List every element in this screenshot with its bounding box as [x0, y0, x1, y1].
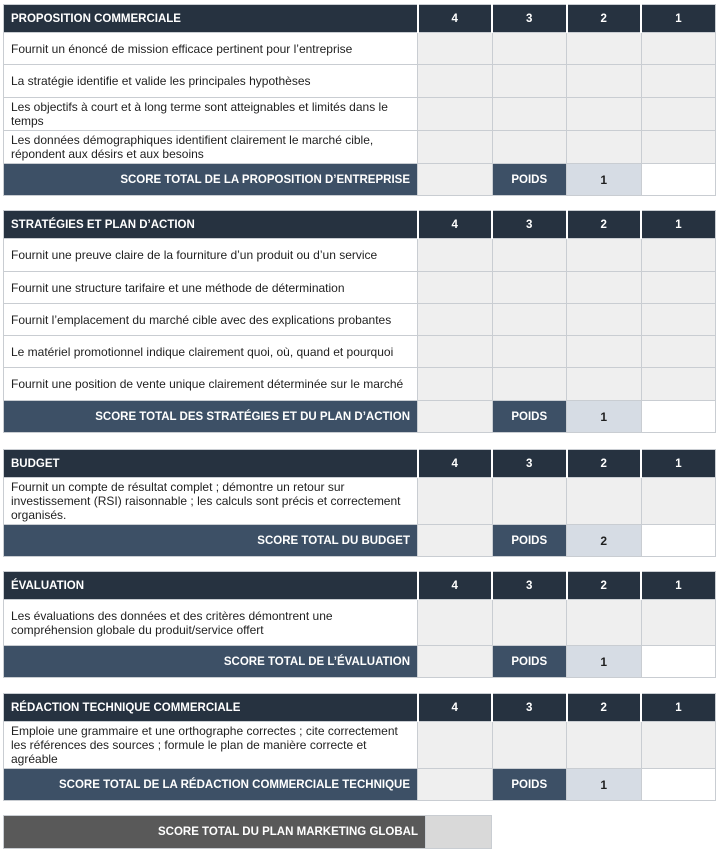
score-cell-4[interactable] — [418, 368, 493, 401]
criterion-row — [4, 33, 716, 65]
score-cell-1[interactable] — [641, 722, 716, 769]
section-title: ÉVALUATION — [4, 572, 418, 600]
criterion-text: Fournit un compte de résultat complet ; démontre un retour sur investissement (RSI) raisonnable ; les calculs sont précis et correctement organisés. — [4, 478, 418, 525]
rubric-section-proposition — [3, 4, 716, 196]
section-header — [4, 5, 716, 33]
score-column-3: 3 — [492, 211, 567, 239]
criterion-row — [4, 98, 716, 131]
section-title: BUDGET — [4, 450, 418, 478]
score-cell-2[interactable] — [567, 304, 642, 336]
score-cell-4[interactable] — [418, 722, 493, 769]
score-cell-4[interactable] — [418, 131, 493, 164]
score-cell-2[interactable] — [567, 478, 642, 525]
section-title: RÉDACTION TECHNIQUE COMMERCIALE — [4, 694, 418, 722]
weight-label: POIDS — [492, 164, 567, 196]
score-column-2: 2 — [567, 450, 642, 478]
criterion-text: Emploie une grammaire et une orthographe correctes ; cite correctement les références des sources ; formule le plan de manière correcte et agréable — [4, 722, 418, 769]
weight-label: POIDS — [492, 646, 567, 678]
score-column-2: 2 — [567, 211, 642, 239]
score-cell-2[interactable] — [567, 131, 642, 164]
criterion-text: La stratégie identifie et valide les principales hypothèses — [4, 65, 418, 98]
weighted-score-cell[interactable] — [641, 646, 716, 678]
section-header — [4, 694, 716, 722]
section-total-label: SCORE TOTAL DU BUDGET — [4, 525, 418, 557]
score-column-2: 2 — [567, 5, 642, 33]
criterion-text: Fournit un énoncé de mission efficace pertinent pour l’entreprise — [4, 33, 418, 65]
score-cell-3[interactable] — [492, 272, 567, 304]
score-cell-2[interactable] — [567, 336, 642, 368]
score-cell-2[interactable] — [567, 65, 642, 98]
rubric-section-budget — [3, 449, 716, 557]
score-cell-3[interactable] — [492, 304, 567, 336]
score-column-3: 3 — [492, 572, 567, 600]
score-cell-4[interactable] — [418, 272, 493, 304]
score-cell-2[interactable] — [567, 272, 642, 304]
score-cell-3[interactable] — [492, 98, 567, 131]
section-total-score[interactable] — [418, 401, 493, 433]
grand-total — [3, 815, 492, 849]
score-cell-3[interactable] — [492, 336, 567, 368]
score-cell-4[interactable] — [418, 98, 493, 131]
section-header — [4, 211, 716, 239]
section-total-row — [4, 769, 716, 801]
weight-value: 1 — [567, 646, 642, 678]
criterion-text: Fournit l’emplacement du marché cible avec des explications probantes — [4, 304, 418, 336]
section-title: STRATÉGIES ET PLAN D’ACTION — [4, 211, 418, 239]
section-total-score[interactable] — [418, 164, 493, 196]
section-total-score[interactable] — [418, 525, 493, 557]
score-cell-3[interactable] — [492, 478, 567, 525]
section-total-label: SCORE TOTAL DE LA PROPOSITION D’ENTREPRISE — [4, 164, 418, 196]
criterion-row — [4, 131, 716, 164]
criterion-row — [4, 304, 716, 336]
criterion-text: Les données démographiques identifient clairement le marché cible, répondent aux désirs et aux besoins — [4, 131, 418, 164]
section-total-label: SCORE TOTAL DE L’ÉVALUATION — [4, 646, 418, 678]
score-cell-3[interactable] — [492, 722, 567, 769]
grand-total-row — [4, 816, 492, 849]
weight-value: 2 — [567, 525, 642, 557]
score-cell-3[interactable] — [492, 600, 567, 646]
score-cell-4[interactable] — [418, 304, 493, 336]
section-total-row — [4, 525, 716, 557]
weight-value: 1 — [567, 164, 642, 196]
score-cell-3[interactable] — [492, 368, 567, 401]
weight-label: POIDS — [492, 769, 567, 801]
criterion-row — [4, 239, 716, 272]
score-column-4: 4 — [418, 572, 493, 600]
criterion-row — [4, 336, 716, 368]
score-cell-2[interactable] — [567, 33, 642, 65]
score-column-3: 3 — [492, 694, 567, 722]
score-cell-2[interactable] — [567, 722, 642, 769]
score-column-1: 1 — [641, 450, 716, 478]
score-cell-1[interactable] — [641, 336, 716, 368]
score-column-1: 1 — [641, 211, 716, 239]
weight-value: 1 — [567, 769, 642, 801]
score-column-4: 4 — [418, 211, 493, 239]
rubric-section-evaluation — [3, 571, 716, 678]
score-cell-2[interactable] — [567, 368, 642, 401]
criterion-text: Le matériel promotionnel indique clairement quoi, où, quand et pourquoi — [4, 336, 418, 368]
score-cell-2[interactable] — [567, 600, 642, 646]
weighted-score-cell[interactable] — [641, 769, 716, 801]
criterion-row — [4, 600, 716, 646]
score-column-4: 4 — [418, 694, 493, 722]
criterion-row — [4, 722, 716, 769]
score-cell-3[interactable] — [492, 131, 567, 164]
criterion-row — [4, 272, 716, 304]
score-column-3: 3 — [492, 450, 567, 478]
score-cell-4[interactable] — [418, 65, 493, 98]
section-title: PROPOSITION COMMERCIALE — [4, 5, 418, 33]
score-column-1: 1 — [641, 572, 716, 600]
score-cell-4[interactable] — [418, 33, 493, 65]
score-column-2: 2 — [567, 572, 642, 600]
score-cell-3[interactable] — [492, 33, 567, 65]
rubric-section-strategies — [3, 210, 716, 433]
weight-value: 1 — [567, 401, 642, 433]
score-cell-1[interactable] — [641, 478, 716, 525]
score-cell-1[interactable] — [641, 272, 716, 304]
weighted-score-cell[interactable] — [641, 401, 716, 433]
score-cell-1[interactable] — [641, 33, 716, 65]
score-column-1: 1 — [641, 5, 716, 33]
score-column-4: 4 — [418, 450, 493, 478]
score-cell-3[interactable] — [492, 239, 567, 272]
section-total-label: SCORE TOTAL DE LA RÉDACTION COMMERCIALE TECHNIQUE — [4, 769, 418, 801]
score-cell-3[interactable] — [492, 65, 567, 98]
weighted-score-cell[interactable] — [641, 525, 716, 557]
score-cell-4[interactable] — [418, 336, 493, 368]
rubric-section-redaction — [3, 693, 716, 801]
section-header — [4, 572, 716, 600]
section-header — [4, 450, 716, 478]
score-column-4: 4 — [418, 5, 493, 33]
score-cell-4[interactable] — [418, 478, 493, 525]
score-cell-4[interactable] — [418, 600, 493, 646]
section-total-row — [4, 401, 716, 433]
score-cell-1[interactable] — [641, 98, 716, 131]
section-total-row — [4, 646, 716, 678]
score-cell-1[interactable] — [641, 600, 716, 646]
weight-label: POIDS — [492, 525, 567, 557]
weighted-score-cell[interactable] — [641, 164, 716, 196]
score-column-2: 2 — [567, 694, 642, 722]
score-cell-2[interactable] — [567, 98, 642, 131]
score-cell-4[interactable] — [418, 239, 493, 272]
criterion-row — [4, 65, 716, 98]
score-cell-1[interactable] — [641, 304, 716, 336]
weight-label: POIDS — [492, 401, 567, 433]
grand-total-score[interactable] — [426, 816, 492, 849]
score-cell-1[interactable] — [641, 131, 716, 164]
criterion-text: Les objectifs à court et à long terme sont atteignables et limités dans le temps — [4, 98, 418, 131]
criterion-row — [4, 478, 716, 525]
score-cell-1[interactable] — [641, 65, 716, 98]
section-total-label: SCORE TOTAL DES STRATÉGIES ET DU PLAN D’ACTION — [4, 401, 418, 433]
criterion-text: Fournit une position de vente unique clairement déterminée sur le marché — [4, 368, 418, 401]
criterion-text: Fournit une structure tarifaire et une méthode de détermination — [4, 272, 418, 304]
criterion-text: Les évaluations des données et des critères démontrent une compréhension globale du produit/service offert — [4, 600, 418, 646]
grand-total-label: SCORE TOTAL DU PLAN MARKETING GLOBAL — [4, 816, 426, 849]
score-column-3: 3 — [492, 5, 567, 33]
score-cell-1[interactable] — [641, 368, 716, 401]
section-total-score[interactable] — [418, 646, 493, 678]
section-total-row — [4, 164, 716, 196]
score-column-1: 1 — [641, 694, 716, 722]
criterion-text: Fournit une preuve claire de la fourniture d’un produit ou d’un service — [4, 239, 418, 272]
section-total-score[interactable] — [418, 769, 493, 801]
score-cell-2[interactable] — [567, 239, 642, 272]
score-cell-1[interactable] — [641, 239, 716, 272]
criterion-row — [4, 368, 716, 401]
